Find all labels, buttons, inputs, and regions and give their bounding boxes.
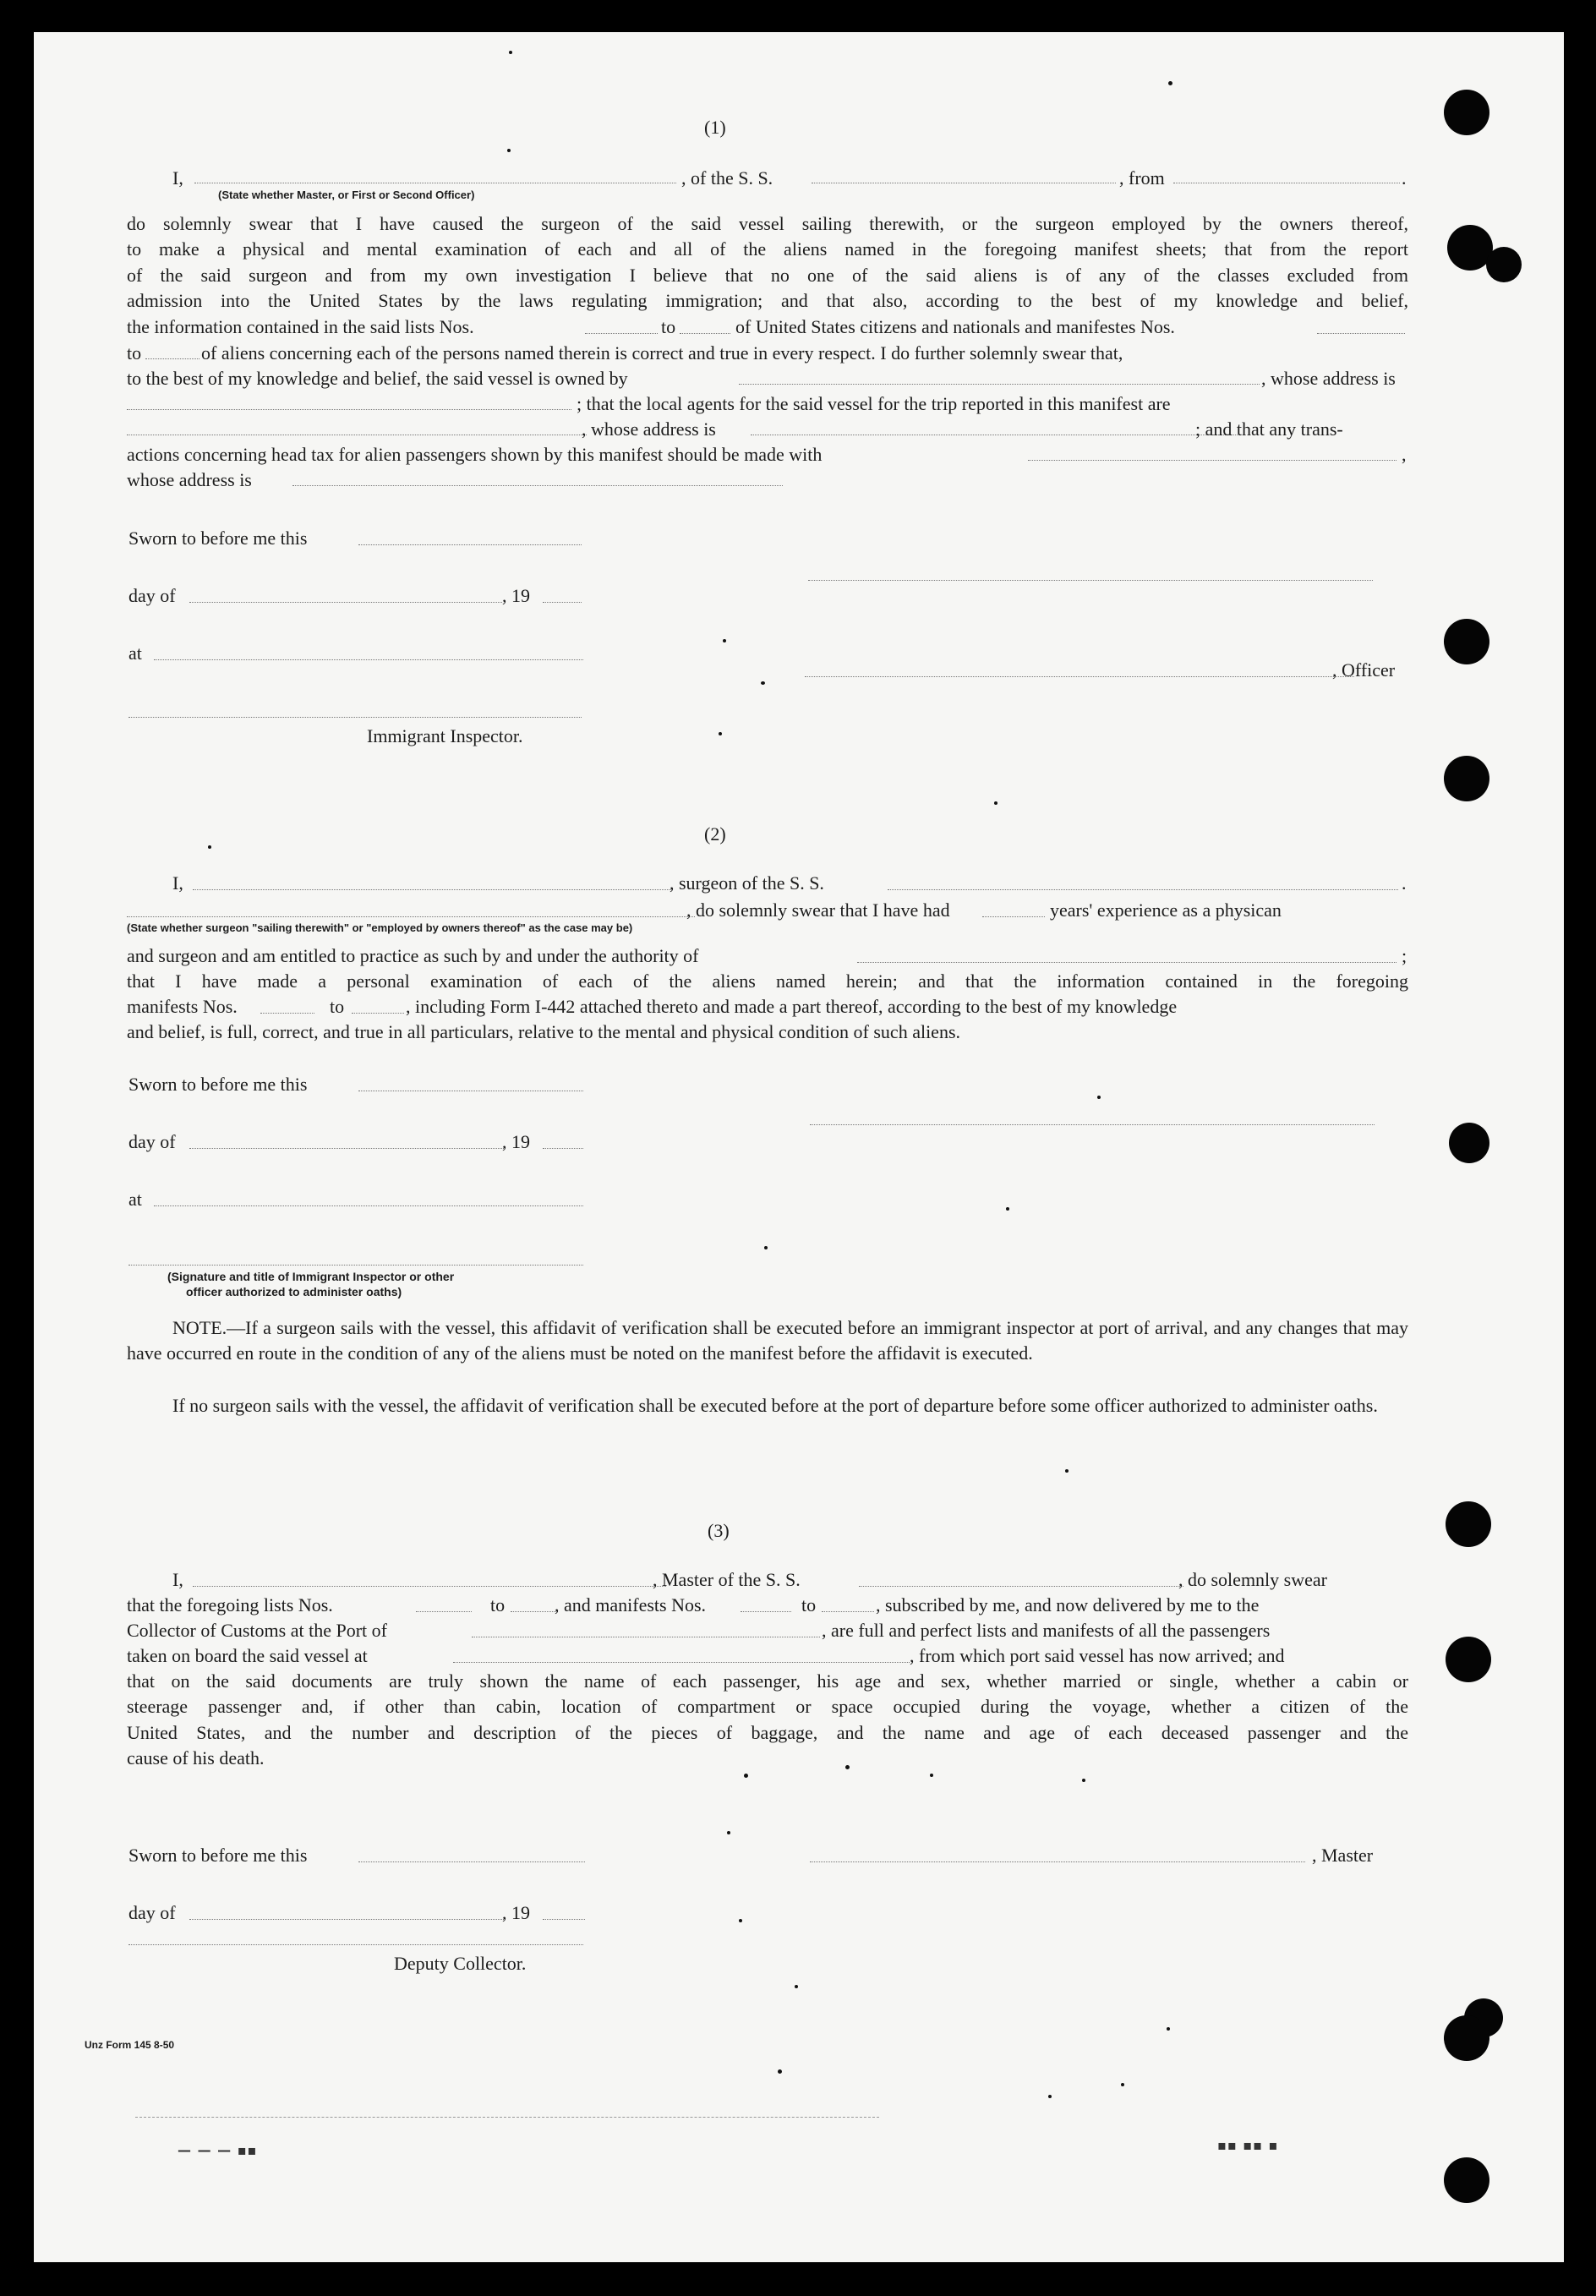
text: , subscribed by me, and now delivered by me to the [876, 1594, 1260, 1615]
text: taken on board the said vessel at [127, 1645, 368, 1666]
text: , and manifests Nos. [555, 1594, 707, 1615]
note-paragraph: If no surgeon sails with the vessel, the affidavit of verification shall be executed before at the port of departure before some officer authorized to administer oaths. [172, 1395, 1378, 1416]
text: , from [1119, 167, 1165, 189]
punch-hole-icon [1449, 1123, 1489, 1163]
punch-hole-icon [1444, 2157, 1489, 2203]
punch-hole-icon [1486, 247, 1522, 282]
text: and belief, is full, correct, and true in all particulars, relative to the mental and physical condition of such aliens. [127, 1021, 961, 1042]
text: , do solemnly swear [1178, 1569, 1327, 1590]
text: to [127, 342, 142, 364]
text: , Master of the S. S. [653, 1569, 801, 1590]
text: to [330, 996, 345, 1017]
oath-paragraph [127, 211, 1408, 314]
text: , do solemnly swear that I have had [686, 899, 950, 921]
text: actions concerning head tax for alien passengers shown by this manifest should be made with [127, 444, 823, 465]
text: do solemnly swear that I have caused the surgeon of the said vessel sailing therewith, or the surgeon employed by the owners thereof, [127, 213, 1408, 234]
punch-hole-icon [1444, 90, 1489, 135]
text: I, [172, 1569, 183, 1590]
text: . [1402, 167, 1407, 189]
day-of-label: day of [128, 1131, 176, 1152]
sworn-label: Sworn to before me this [128, 1074, 308, 1095]
oath-paragraph [127, 969, 1408, 994]
deputy-label: Deputy Collector. [394, 1953, 527, 1974]
text: ; and that any trans- [1195, 418, 1343, 440]
text: steerage passenger and, if other than cabin, location of compartment or space occupied during the voyage, whether a citizen of the [127, 1696, 1408, 1718]
text: cause of his death. [127, 1747, 265, 1768]
punch-hole-icon [1446, 1637, 1491, 1682]
year-label: , 19 [502, 585, 530, 606]
sworn-label: Sworn to before me this [128, 528, 308, 549]
punch-hole-icon [1444, 756, 1489, 801]
inspector-label: Immigrant Inspector. [367, 725, 523, 746]
signature-note: officer authorized to administer oaths) [186, 1285, 402, 1298]
text: , [1402, 444, 1407, 465]
text: to [801, 1594, 817, 1615]
surgeon-note: (State whether surgeon "sailing therewith" or "employed by owners thereof" as the case may be) [127, 921, 633, 934]
text: , from which port said vessel has now arrived; and [910, 1645, 1285, 1666]
day-of-label: day of [128, 585, 176, 606]
form-id: Unz Form 145 8-50 [85, 2039, 175, 2051]
note-paragraph: NOTE.—If a surgeon sails with the vessel, this affidavit of verification shall be executed before an immigrant inspector at port of arrival, and any changes that may have occurred en route in the condition of any of the aliens must be noted on the manifest before the affidavit is executed. [127, 1317, 1408, 1364]
text: to [661, 316, 676, 337]
day-of-label: day of [128, 1902, 176, 1923]
text: I, [172, 167, 183, 189]
text: . [1402, 872, 1407, 894]
text: United States, and the number and description of the pieces of baggage, and the name and age of each deceased passenger and the [127, 1721, 1408, 1743]
text: , whose address is [1261, 368, 1396, 389]
text: of United States citizens and nationals and manifestes Nos. [735, 316, 1175, 337]
officer-label: , Officer [1332, 659, 1396, 681]
punch-hole-icon [1446, 1501, 1491, 1547]
text: ; [1402, 945, 1407, 966]
text: that the foregoing lists Nos. [127, 1594, 333, 1615]
text: whose address is [127, 469, 252, 490]
text: admission into the United States by the laws regulating immigration; and that also, according to the best of my knowledge and belief, [127, 290, 1408, 312]
oath-paragraph [127, 1669, 1408, 1746]
text: years' experience as a physican [1050, 899, 1282, 921]
text: to make a physical and mental examination of each and all of the aliens named in the foregoing manifest sheets; that from the report [127, 238, 1408, 260]
text: , of the S. S. [681, 167, 773, 189]
year-label: , 19 [502, 1902, 530, 1923]
punch-hole-icon [1444, 2015, 1489, 2061]
text: , are full and perfect lists and manifests of all the passengers [822, 1620, 1271, 1641]
text: that on the said documents are truly shown the name of each passenger, his age and sex, whether married or single, whether a cabin or [127, 1670, 1408, 1692]
text: the information contained in the said lists Nos. [127, 316, 474, 337]
master-label: , Master [1312, 1845, 1374, 1866]
document-page: (1) I, , of the S. S. , from . (State whether Master, or First or Second Officer) do solemnly swear that I have caused the surgeon of the said vessel sailing therewith, or the surgeon employed by the owners thereof, to make a physical and mental examination of each and all of the aliens named in the foregoing manifest sheets; that from the report of the said surgeon and from my own investigation I believe that no one of the said aliens is of any of the classes excluded from admission into the United States by the laws regulating immigration; and that also, according to the best of my knowledge and belief, the information contained in the said lists Nos. to of United States citizens and nationals and manifestes Nos. to of aliens concerning each of the persons named therein is correct and true in every respect. I do further solemnly swear that, to the best of my knowledge and belief, the said vessel is owned by , whose address is ; that the local agents for the said vessel for the trip reported in this manifest are , whose address is ; and that any trans- actions concerning head tax for alien passengers shown by this manifest should be made with , whose address is Sworn to before me this day of , 19 at , Officer Immigrant Inspector. (2) I, , surgeon of the S. S. . , do solemnly swear that I have had years' experience as a physican (State whether surgeon "sailing therewith" or "employed by owners thereof" as the case may be) and surgeon and am entitled to practice as such by and under the authority of ; that I have made a personal examination of each of the aliens named herein; and that the information contained in the foregoing manifests Nos. to , including Form I-442 attached thereto and made a part thereof, according to the best of my knowledge and belief, is full, correct, and true in all particulars, relative to the mental and physical condition of such aliens. Sworn to before me this day of , 19 at (Signature and title of Immigrant Inspector or other officer authorized to administer oaths) NOTE.—If a surgeon sails with the vessel, this affidavit of verification shall be executed before an immigrant inspector at port of arrival, and any changes that may have occurred en route in the condition of any of the aliens must be noted on the manifest before the affidavit is executed. If no surgeon sails with the vessel, the affidavit of verification shall be executed before at the port of departure before some officer authorized to administer oaths. (3) I, , Master of the S. S. , do solemnly swear that the foregoing lists Nos. to , and manifests Nos. to , subscribed by me, and now delivered by me to the Collector of Customs at the Port of , are full and perfect lists and manifests of all the passengers taken on board the said vessel at , from which port said vessel has now arrived; and that on the said documents are truly shown the name of each passenger, his age and sex, whether married or single, whether a cabin or steerage passenger and, if other than cabin, location of compartment or space occupied during the voyage, whether a citizen of the United States, and the number and description of the pieces of baggage, and the name and age of each deceased passenger and the cause of his death. Sworn to before me this , Master day of , 19 Deputy Collector. Unz Form 145 8-50 — — — ▪▪ ▪▪ ▪▪ ▪ [34, 32, 1564, 2262]
section-number: (2) [704, 823, 726, 845]
text: to the best of my knowledge and belief, the said vessel is owned by [127, 368, 628, 389]
signature-note: (Signature and title of Immigrant Inspector or other [167, 1270, 455, 1283]
at-label: at [128, 1189, 142, 1210]
text: manifests Nos. [127, 996, 238, 1017]
text: and surgeon and am entitled to practice as such by and under the authority of [127, 945, 699, 966]
sworn-label: Sworn to before me this [128, 1845, 308, 1866]
section-number: (3) [708, 1520, 730, 1541]
text: Collector of Customs at the Port of [127, 1620, 387, 1641]
text: , surgeon of the S. S. [670, 872, 824, 894]
text: that I have made a personal examination of each of the aliens named herein; and that the information contained in the foregoing [127, 970, 1408, 992]
text: of the said surgeon and from my own investigation I believe that no one of the said aliens is of any of the classes excluded from [127, 264, 1408, 286]
section-number: (1) [704, 117, 726, 138]
text: , including Form I-442 attached thereto and made a part thereof, according to the best of my knowledge [406, 996, 1178, 1017]
at-label: at [128, 642, 142, 664]
text: to [490, 1594, 506, 1615]
text: I, [172, 872, 183, 894]
text: , whose address is [582, 418, 716, 440]
text: of aliens concerning each of the persons named therein is correct and true in every respect. I do further solemnly swear that, [201, 342, 1123, 364]
punch-hole-icon [1444, 619, 1489, 664]
year-label: , 19 [502, 1131, 530, 1152]
master-note: (State whether Master, or First or Second Officer) [218, 189, 475, 201]
text: ; that the local agents for the said vessel for the trip reported in this manifest are [577, 393, 1171, 414]
